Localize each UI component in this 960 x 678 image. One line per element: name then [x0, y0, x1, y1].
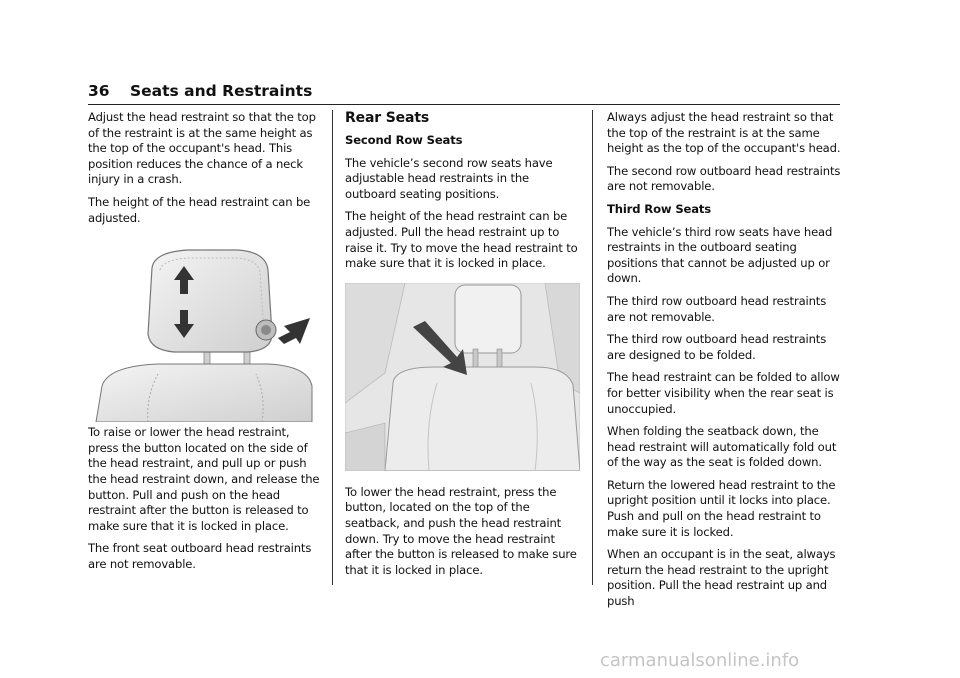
column-divider [332, 110, 333, 585]
paragraph: Adjust the head restraint so that the top of the restraint is at the same height as the top of the occupant's head. This position reduces the chance of a neck injury in a crash. [88, 110, 316, 187]
paragraph: The second row outboard head restraints are not removable. [607, 163, 841, 194]
paragraph: To lower the head restraint, press the button, located on the top of the seatback, and push the head restraint down. Try to move the head restraint after the button is released to make sure that it is locked in place. [345, 484, 577, 577]
paragraph: The vehicle’s second row seats have adjustable head restraints in the outboard seating positions. [345, 155, 553, 201]
front-head-restraint-illustration [88, 246, 320, 422]
column-divider [592, 110, 593, 585]
paragraph: The third row outboard head restraints are not removable. [607, 293, 827, 324]
header-rule [88, 104, 840, 105]
rear-seat-head-restraint-photo [345, 283, 580, 471]
subheading: Third Row Seats [607, 201, 712, 216]
paragraph: The third row outboard head restraints are designed to be folded. [607, 332, 827, 362]
paragraph: When an occupant is in the seat, always return the head restraint to the upright position. Pull the head restraint up and push [607, 547, 836, 609]
paragraph: To raise or lower the head restraint, press the button located on the side of the head restraint, and pull up or push the head restraint down, and release the button. Pull and push on the head restraint after the button is released to make sure that it is locked in place. [88, 425, 320, 533]
watermark-text: carmanualsonline.info [600, 650, 800, 671]
section-heading: Rear Seats [345, 110, 430, 126]
paragraph: Return the lowered head restraint to the upright position until it locks into place. Push and pull on the head restraint to make sure it is locked. [607, 477, 836, 539]
paragraph: When folding the seatback down, the head restraint will automatically fold out of the way as the seat is folded down. [607, 424, 837, 470]
section-title: Seats and Restraints [130, 82, 313, 100]
paragraph: The vehicle’s third row seats have head restraints in the outboard seating positions that cannot be adjusted up or down. [607, 224, 833, 286]
column-3 [607, 110, 842, 617]
paragraph: The head restraint can be folded to allow for better visibility when the rear seat is unoccupied. [607, 370, 840, 416]
paragraph: The height of the head restraint can be adjusted. [88, 194, 311, 225]
page-header [88, 80, 840, 106]
paragraph: The front seat outboard head restraints are not removable. [88, 541, 312, 571]
page-number: 36 [88, 82, 110, 100]
paragraph: The height of the head restraint can be adjusted. Pull the head restraint up to raise it. Try to move the head restraint to make sure that it is locked in place. [345, 209, 578, 271]
subheading: Second Row Seats [345, 133, 463, 147]
paragraph: Always adjust the head restraint so that the top of the restraint is at the same height as the top of the occupant's head. [607, 110, 841, 156]
